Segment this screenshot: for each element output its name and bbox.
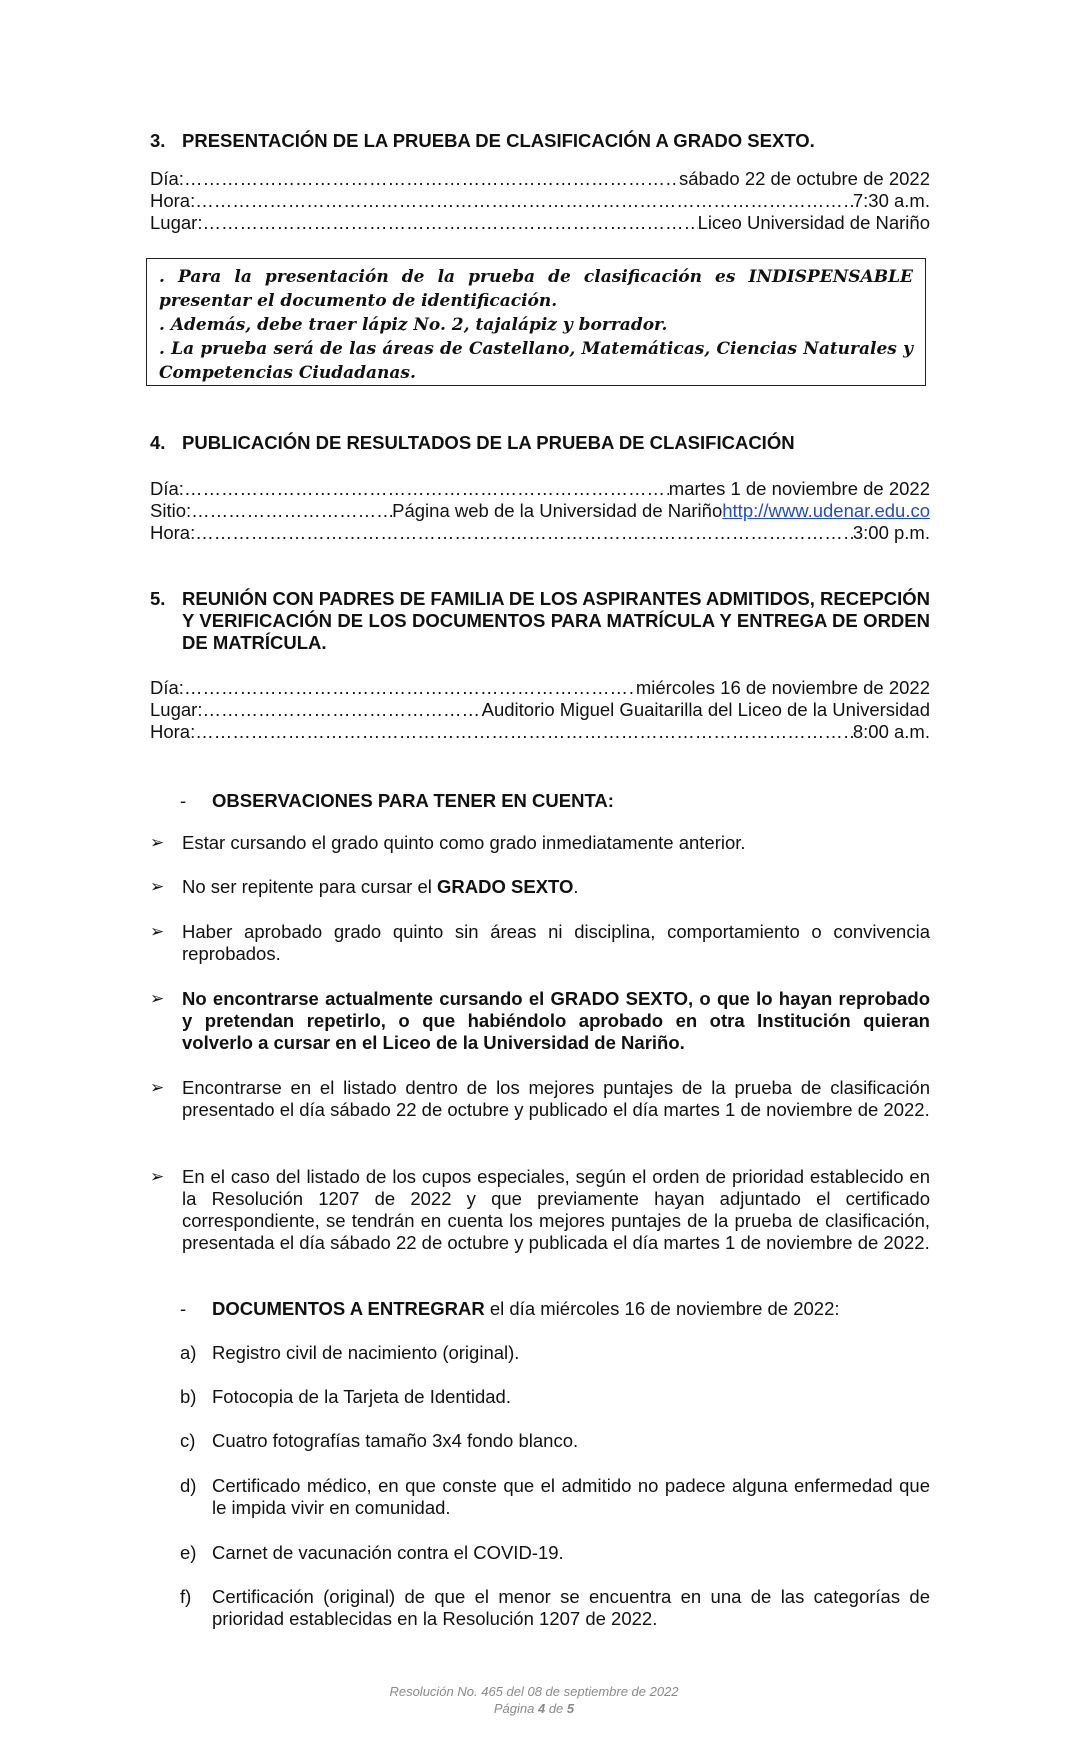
page-num: 4 (537, 1701, 546, 1716)
requirement-item (150, 1077, 930, 1143)
udenar-link[interactable]: http://www.udenar.edu.co (722, 500, 930, 521)
bold-segment: GRADO SEXTO (437, 876, 574, 897)
leader-dots (195, 721, 853, 743)
requirement-text: Encontrarse en el listado dentro de los mejores puntajes de la prueba de clasificación presentado el día sábado 22 de octubre y publicado el día martes 1 de noviembre de 2022. (182, 1077, 930, 1120)
requirement-item (150, 832, 930, 854)
arrow-bullet-icon: ➢ (150, 1167, 165, 1186)
section-number: 3. (150, 130, 166, 151)
observations-heading (180, 790, 930, 812)
section-4-heading (150, 432, 930, 456)
document-item (180, 1386, 930, 1408)
section-title: PUBLICACIÓN DE RESULTADOS DE LA PRUEBA DE CLASIFICACIÓN (182, 432, 795, 453)
leader-dots (202, 212, 697, 234)
row-value: 3:00 p.m. (852, 522, 930, 543)
row-value: sábado 22 de octubre de 2022 (679, 168, 930, 189)
requirement-item (150, 921, 930, 965)
row-value: Auditorio Miguel Guaitarilla del Liceo de la Universidad (481, 699, 930, 720)
row-value: martes 1 de noviembre de 2022 (668, 478, 930, 499)
row-label: Hora: (150, 522, 196, 543)
requirement-text (182, 876, 930, 898)
requirement-item (150, 1166, 930, 1276)
document-text: Registro civil de nacimiento (original). (212, 1342, 520, 1363)
row-value: miércoles 16 de noviembre de 2022 (635, 677, 930, 698)
arrow-bullet-icon: ➢ (150, 833, 165, 852)
meeting-row-hour (150, 721, 930, 743)
page-word: Página (493, 1701, 538, 1716)
requirement-text: Estar cursando el grado quinto como grado inmediatamente anterior. (182, 832, 746, 853)
of-word: de (545, 1701, 567, 1716)
item-marker: c) (180, 1430, 196, 1451)
item-marker: b) (180, 1386, 197, 1407)
documents-heading (180, 1298, 930, 1320)
document-text: Carnet de vacunación contra el COVID-19. (212, 1542, 564, 1563)
row-label: Hora: (150, 190, 196, 211)
leader-dots (184, 168, 679, 190)
schedule-row-place (150, 212, 930, 234)
leader-dots (191, 500, 392, 522)
item-marker: d) (180, 1475, 197, 1496)
notice-box (146, 258, 926, 386)
requirement-item (150, 988, 930, 1054)
notice-line: . Para la presentación de la prueba de clasificación es INDISPENSABLE presentar el documento de identificación. (159, 267, 913, 311)
arrow-bullet-icon: ➢ (150, 1078, 165, 1097)
observations-title: OBSERVACIONES PARA TENER EN CUENTA: (212, 790, 614, 811)
document-item (180, 1586, 930, 1630)
footer-page-number (0, 1700, 1068, 1717)
text-segment: No ser repitente para cursar el (182, 876, 438, 897)
schedule-row-hour (150, 190, 930, 212)
row-label: Lugar: (150, 699, 203, 720)
results-row-day (150, 478, 930, 500)
leader-dots (195, 190, 853, 212)
document-item (180, 1475, 930, 1519)
document-item (180, 1542, 930, 1564)
row-label: Lugar: (150, 212, 203, 233)
text-segment: . (573, 876, 579, 897)
item-marker: e) (180, 1542, 197, 1563)
section-title: PRESENTACIÓN DE LA PRUEBA DE CLASIFICACIÓN A GRADO SEXTO. (182, 130, 815, 151)
results-row-site (150, 500, 930, 522)
meeting-row-day (150, 677, 930, 699)
document-item (180, 1342, 930, 1364)
row-value: 7:30 a.m. (852, 190, 930, 211)
footer-resolution: Resolución No. 465 del 08 de septiembre de 2022 (389, 1684, 679, 1699)
section-number: 4. (150, 432, 166, 453)
row-label: Día: (150, 478, 184, 499)
dash-marker: - (180, 790, 187, 811)
row-label: Día: (150, 168, 184, 189)
leader-dots (202, 699, 481, 721)
row-value: Liceo Universidad de Nariño (697, 212, 930, 233)
dash-marker: - (180, 1298, 187, 1319)
arrow-bullet-icon: ➢ (150, 989, 165, 1008)
row-value: 8:00 a.m. (852, 721, 930, 742)
item-marker: a) (180, 1342, 197, 1363)
document-text: Certificación (original) de que el menor se encuentra en una de las categorías de prioridad establecidas en la Resolución 1207 de 2022. (212, 1586, 930, 1629)
row-value: Página web de la Universidad de Nariño (392, 500, 723, 521)
results-row-hour (150, 522, 930, 544)
schedule-row-day (150, 168, 930, 190)
leader-dots (195, 522, 853, 544)
requirement-item (150, 876, 930, 898)
meeting-row-place (150, 699, 930, 721)
requirement-text: Haber aprobado grado quinto sin áreas ni disciplina, comportamiento o convivencia reprobados. (182, 921, 930, 964)
arrow-bullet-icon: ➢ (150, 922, 165, 941)
section-3-heading (150, 130, 930, 154)
section-5-heading (150, 588, 930, 654)
row-label: Día: (150, 677, 184, 698)
page-total: 5 (566, 1701, 575, 1716)
documents-title-rest: el día miércoles 16 de noviembre de 2022: (484, 1298, 840, 1319)
section-number: 5. (150, 588, 166, 609)
section-title: REUNIÓN CON PADRES DE FAMILIA DE LOS ASPIRANTES ADMITIDOS, RECEPCIÓN Y VERIFICACIÓN DE LOS DOCUMENTOS PARA MATRÍCULA Y ENTREGA DE ORDEN DE MATRÍCULA. (182, 588, 930, 653)
row-label: Sitio: (150, 500, 192, 521)
document-text: Cuatro fotografías tamaño 3x4 fondo blanco. (212, 1430, 579, 1451)
row-label: Hora: (150, 721, 196, 742)
leader-dots (184, 677, 636, 699)
document-item (180, 1430, 930, 1452)
item-marker: f) (180, 1586, 192, 1607)
document-text: Fotocopia de la Tarjeta de Identidad. (212, 1386, 511, 1407)
documents-title: DOCUMENTOS A ENTREGRAR (212, 1298, 485, 1319)
notice-line: . Además, debe traer lápiz No. 2, tajalápiz y borrador. (159, 315, 668, 335)
requirement-text: No encontrarse actualmente cursando el GRADO SEXTO, o que lo hayan reprobado y pretendan repetirlo, o que habiéndolo aprobado en otra Institución quieran volverlo a cursar en el Liceo de la Universidad de Nariño. (182, 988, 930, 1053)
notice-line: . La prueba será de las áreas de Castellano, Matemáticas, Ciencias Naturales y Competencias Ciudadanas. (159, 339, 913, 383)
document-text: Certificado médico, en que conste que el admitido no padece alguna enfermedad que le impida vivir en comunidad. (212, 1475, 930, 1518)
leader-dots (184, 478, 669, 500)
requirement-text: En el caso del listado de los cupos especiales, según el orden de prioridad establecido en la Resolución 1207 de 2022 y que previamente hayan adjuntado el certificado correspondiente, se tendrán en cuenta los mejores puntajes de la prueba de clasificación, presentada el día sábado 22 de octubre y publicada el día martes 1 de noviembre de 2022. (182, 1166, 930, 1253)
arrow-bullet-icon: ➢ (150, 877, 165, 896)
